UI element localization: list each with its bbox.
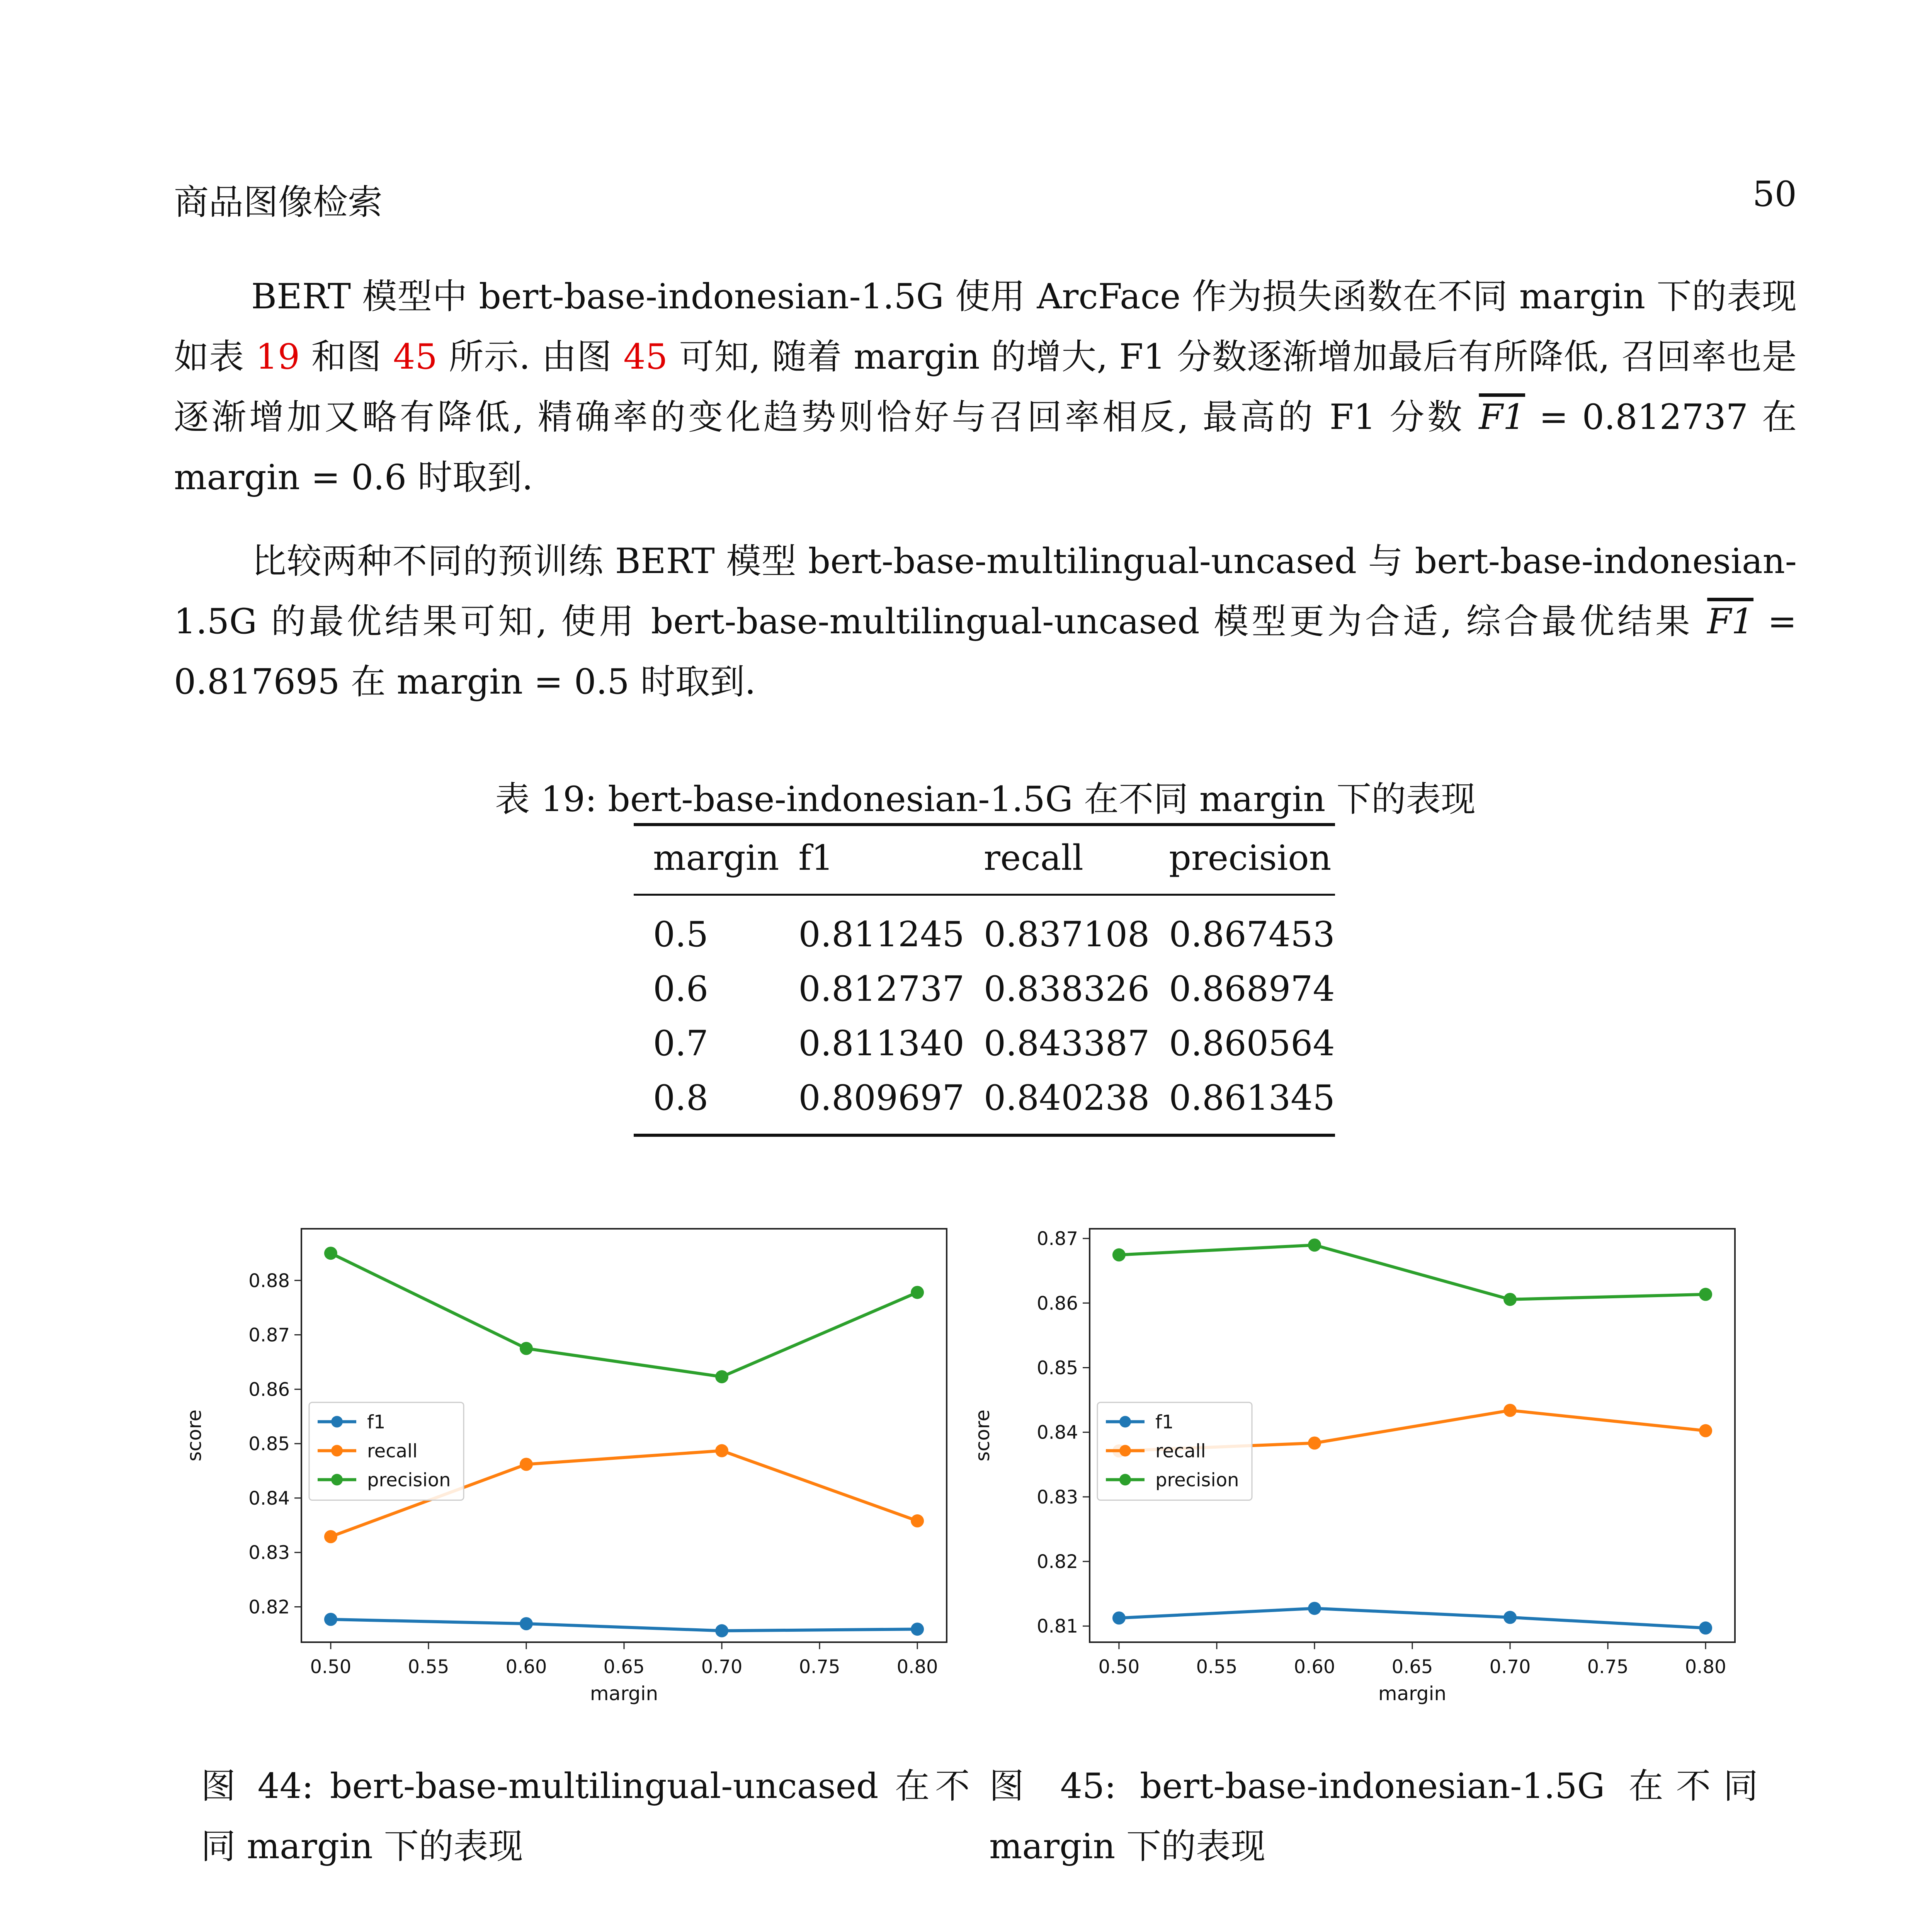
- data-point-recall: [1503, 1404, 1517, 1417]
- data-point-recall: [1308, 1437, 1321, 1450]
- x-tick-label: 0.65: [1391, 1656, 1433, 1678]
- data-point-precision: [1699, 1288, 1712, 1301]
- f1-mean-symbol: F1: [1707, 601, 1754, 642]
- y-tick-label: 0.86: [248, 1379, 290, 1401]
- running-header-title: 商品图像检索: [174, 182, 383, 223]
- data-point-precision: [911, 1286, 924, 1299]
- series-line-f1: [1119, 1608, 1706, 1628]
- legend-marker-recall: [1119, 1445, 1131, 1456]
- data-point-recall: [911, 1514, 924, 1527]
- data-point-recall: [520, 1458, 533, 1471]
- x-tick-label: 0.60: [505, 1656, 547, 1678]
- legend-label-f1: f1: [367, 1411, 386, 1433]
- table-caption: 表 19: bert-base-indonesian-1.5G 在不同 margin 下的表现: [495, 779, 1476, 820]
- x-tick-label: 0.55: [1196, 1656, 1238, 1678]
- data-point-f1: [1699, 1621, 1712, 1634]
- x-tick-label: 0.75: [799, 1656, 840, 1678]
- figure-ref-link[interactable]: 45: [623, 337, 668, 377]
- y-tick-label: 0.86: [1037, 1293, 1078, 1315]
- data-point-precision: [520, 1342, 533, 1355]
- paragraph-1: BERT 模型中 bert-base-indonesian-1.5G 使用 ArcFace 作为损失函数在不同 margin 下的表现如表 19 和图 45 所示. 由图 45 可知, 随着 margin 的增大, F1 分数逐渐增加最后有所降低, 召回率也是逐渐增加又略有降低, 精确率的变化趋势则恰好与召回率相反, 最高的 F1 分数 F1 = 0.812737 在 margin = 0.6 时取到.: [174, 276, 1797, 498]
- legend-marker-f1: [331, 1416, 343, 1427]
- y-tick-label: 0.84: [248, 1487, 290, 1509]
- legend-label-recall: recall: [1155, 1440, 1206, 1462]
- table-cell: 0.811245: [798, 914, 964, 955]
- data-point-precision: [715, 1370, 728, 1383]
- figure-44-caption: 图 44: bert-base-multilingual-uncased 在不同 margin 下的表现: [201, 1766, 970, 1867]
- table-cell: 0.837108: [983, 914, 1150, 955]
- x-tick-label: 0.55: [408, 1656, 449, 1678]
- x-tick-label: 0.65: [603, 1656, 645, 1678]
- table-cell: 0.843387: [983, 1023, 1150, 1064]
- column-header: margin: [653, 838, 779, 878]
- table-cell: 0.6: [653, 969, 709, 1009]
- figure-45-caption: 图 45: bert-base-indonesian-1.5G 在不同 margin 下的表现: [989, 1766, 1758, 1867]
- legend-label-precision: precision: [367, 1469, 451, 1491]
- x-tick-label: 0.50: [310, 1656, 352, 1678]
- y-tick-label: 0.81: [1037, 1616, 1078, 1638]
- x-tick-label: 0.70: [701, 1656, 743, 1678]
- y-tick-label: 0.82: [248, 1596, 290, 1618]
- y-tick-label: 0.85: [1037, 1357, 1078, 1379]
- data-point-f1: [1112, 1611, 1126, 1624]
- data-point-recall: [715, 1444, 728, 1457]
- column-header: f1: [798, 838, 833, 878]
- y-tick-label: 0.85: [248, 1433, 290, 1455]
- paragraph-2: 比较两种不同的预训练 BERT 模型 bert-base-multilingual-uncased 与 bert-base-indonesian-1.5G 的最优结果可知, 使用 bert-base-multilingual-uncased 模型更为合适, 综合最优结果 F1 = 0.817695 在 margin = 0.5 时取到.: [174, 541, 1797, 702]
- y-axis-label: score: [971, 1409, 994, 1462]
- y-axis-label: score: [183, 1409, 206, 1462]
- f1-mean-symbol: F1: [1479, 397, 1526, 437]
- legend-label-f1: f1: [1155, 1411, 1174, 1433]
- figure-ref-link[interactable]: 45: [393, 337, 437, 377]
- table-cell: 0.811340: [798, 1023, 964, 1064]
- data-point-f1: [715, 1624, 728, 1637]
- y-tick-label: 0.87: [1037, 1228, 1078, 1250]
- column-header: precision: [1169, 838, 1332, 878]
- x-tick-label: 0.80: [896, 1656, 938, 1678]
- legend-marker-recall: [331, 1445, 343, 1456]
- table-header-row: [634, 825, 1335, 895]
- table-ref-link[interactable]: 19: [255, 337, 300, 377]
- y-tick-label: 0.83: [1037, 1486, 1078, 1508]
- data-point-precision: [1112, 1248, 1126, 1262]
- table-cell: 0.860564: [1169, 1023, 1335, 1064]
- figure-44-line-chart: [185, 1202, 974, 1719]
- x-tick-label: 0.75: [1587, 1656, 1629, 1678]
- y-tick-label: 0.83: [248, 1542, 290, 1564]
- series-line-precision: [331, 1253, 917, 1377]
- data-point-f1: [911, 1622, 924, 1636]
- results-table: [634, 823, 1335, 1137]
- table-row: [634, 895, 1335, 962]
- table-cell: 0.809697: [798, 1078, 964, 1118]
- y-tick-label: 0.87: [248, 1324, 290, 1346]
- data-point-precision: [1503, 1293, 1517, 1306]
- legend-label-recall: recall: [367, 1440, 418, 1462]
- data-point-f1: [520, 1617, 533, 1630]
- legend-marker-precision: [1119, 1474, 1131, 1485]
- figure-45-line-chart: [971, 1202, 1762, 1719]
- table-cell: 0.868974: [1169, 969, 1335, 1009]
- table-cell: 0.838326: [983, 969, 1150, 1009]
- data-point-precision: [1308, 1238, 1321, 1252]
- table-cell: 0.5: [653, 914, 709, 955]
- data-point-f1: [324, 1613, 337, 1626]
- legend-marker-f1: [1119, 1416, 1131, 1427]
- x-tick-label: 0.50: [1098, 1656, 1140, 1678]
- table-row: [634, 962, 1335, 1016]
- table-cell: 0.867453: [1169, 914, 1335, 955]
- column-header: recall: [983, 838, 1083, 878]
- page-number: 50: [1752, 174, 1797, 214]
- series-line-f1: [331, 1619, 917, 1631]
- legend-marker-precision: [331, 1474, 343, 1485]
- y-tick-label: 0.88: [248, 1270, 290, 1292]
- table-cell: 0.840238: [983, 1078, 1150, 1118]
- x-tick-label: 0.60: [1294, 1656, 1335, 1678]
- data-point-recall: [324, 1530, 337, 1543]
- table-cell: 0.7: [653, 1023, 709, 1064]
- data-point-f1: [1308, 1602, 1321, 1615]
- data-point-f1: [1503, 1611, 1517, 1624]
- table-cell: 0.812737: [798, 969, 964, 1009]
- data-point-recall: [1699, 1424, 1712, 1437]
- x-axis-label: margin: [1378, 1682, 1447, 1705]
- y-tick-label: 0.84: [1037, 1422, 1078, 1444]
- y-tick-label: 0.82: [1037, 1551, 1078, 1573]
- data-point-precision: [324, 1247, 337, 1260]
- table-cell: 0.861345: [1169, 1078, 1335, 1118]
- table-row: [634, 1071, 1335, 1135]
- table-cell: 0.8: [653, 1078, 709, 1118]
- x-tick-label: 0.80: [1685, 1656, 1726, 1678]
- series-line-precision: [1119, 1245, 1706, 1299]
- x-axis-label: margin: [590, 1682, 658, 1705]
- table-row: [634, 1016, 1335, 1071]
- legend-label-precision: precision: [1155, 1469, 1239, 1491]
- x-tick-label: 0.70: [1489, 1656, 1531, 1678]
